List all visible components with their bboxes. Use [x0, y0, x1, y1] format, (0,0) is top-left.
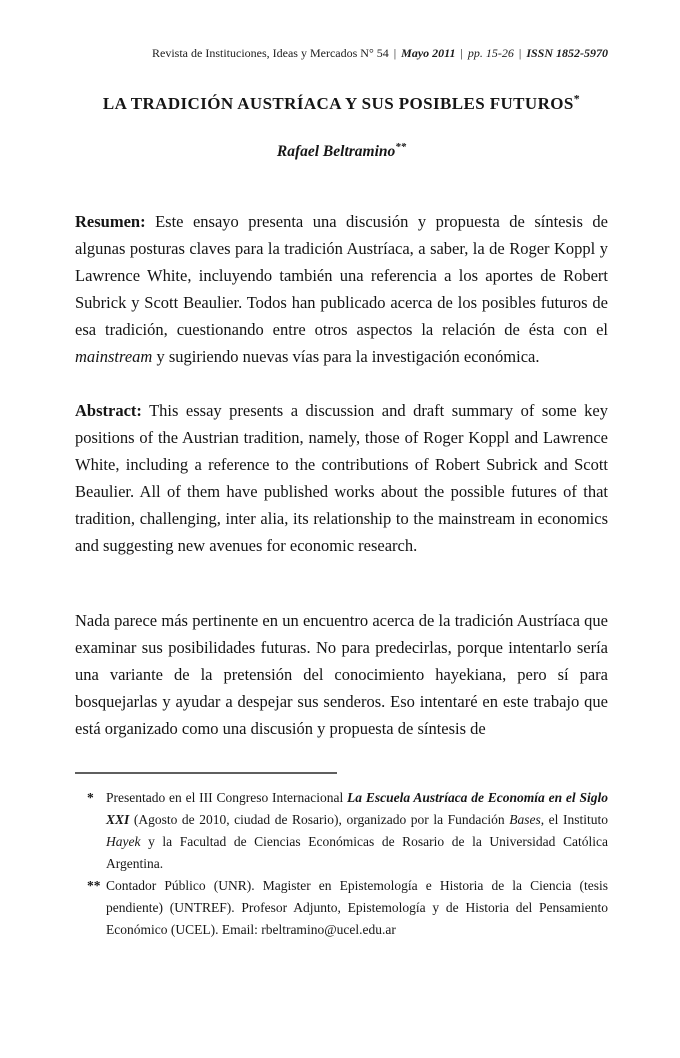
- paper-title: [75, 93, 608, 115]
- resumen-paragraph: Resumen: Este ensayo presenta una discusión y propuesta de síntesis de algunas posturas claves para la tradición Austríaca, a saber, la de Roger Koppl y Lawrence White, incluyendo también una referencia a los aportes de Robert Subrick y Scott Beaulier. Todos han publicado acerca de los posibles futuros de esa tradición, cuestionando entre otros aspectos la relación de ésta con el mainstream y sugiriendo nuevas vías para la investigación económica.: [75, 212, 608, 366]
- footnote-marker: **: [87, 878, 101, 893]
- page-range: pp. 15-26: [467, 46, 514, 60]
- author-footnote-marker: **: [395, 140, 407, 153]
- footnote-marker: *: [87, 790, 94, 805]
- issn-number: ISSN 1852-5970: [526, 46, 608, 60]
- footnote-divider: [75, 772, 337, 774]
- journal-header: [75, 46, 608, 61]
- footnote-text: Presentado en el III Congreso Internacional La Escuela Austríaca de Economía en el Siglo XXI (Agosto de 2010, ciudad de Rosario), organizado por la Fundación Bases, el Instituto Hayek y la Facultad de Ciencias Económicas de Rosario de la Universidad Católica Argentina.: [106, 790, 608, 871]
- abstract-paragraph: Abstract: This essay presents a discussion and draft summary of some key positions of the Austrian tradition, namely, those of Roger Koppl and Lawrence White, including a reference to the contributions of Robert Subrick and Scott Beaulier. All of them have published works about the possible futures of that tradition, challenging, inter alia, its relationship to the mainstream in economics and suggesting new avenues for economic research.: [75, 401, 608, 555]
- header-separator: |: [460, 46, 463, 60]
- author-name: [75, 142, 608, 162]
- issue-date: Mayo 2011: [401, 46, 456, 60]
- header-separator: |: [393, 46, 397, 60]
- journal-name: Revista de Instituciones, Ideas y Mercados N° 54: [152, 46, 389, 60]
- body-paragraph: Nada parece más pertinente en un encuentro acerca de la tradición Austríaca que examinar sus posibilidades futuras. No para predecirlas, porque intentarlo sería una variante de la pretensión del conocimiento hayekiana, pero sí para bosquejarlas y ayudar a despejar sus senderos. Eso intentaré en este trabajo que está organizado como una discusión y propuesta de síntesis de: [75, 611, 608, 738]
- paper-title-text: LA TRADICIÓN AUSTRÍACA Y SUS POSIBLES FUTUROS: [102, 94, 574, 113]
- author-name-text: Rafael Beltramino: [276, 143, 396, 160]
- footnote-item: [75, 787, 608, 875]
- title-footnote-marker: *: [573, 91, 581, 106]
- header-separator: |: [518, 46, 522, 60]
- footnotes: [75, 787, 608, 941]
- footnote-item: [75, 875, 608, 941]
- footnote-text: Contador Público (UNR). Magister en Epistemología e Historia de la Ciencia (tesis pendiente) (UNTREF). Profesor Adjunto, Epistemología y de Historia del Pensamiento Económico (UCEL). Email: rbeltramino@ucel.edu.ar: [106, 878, 608, 937]
